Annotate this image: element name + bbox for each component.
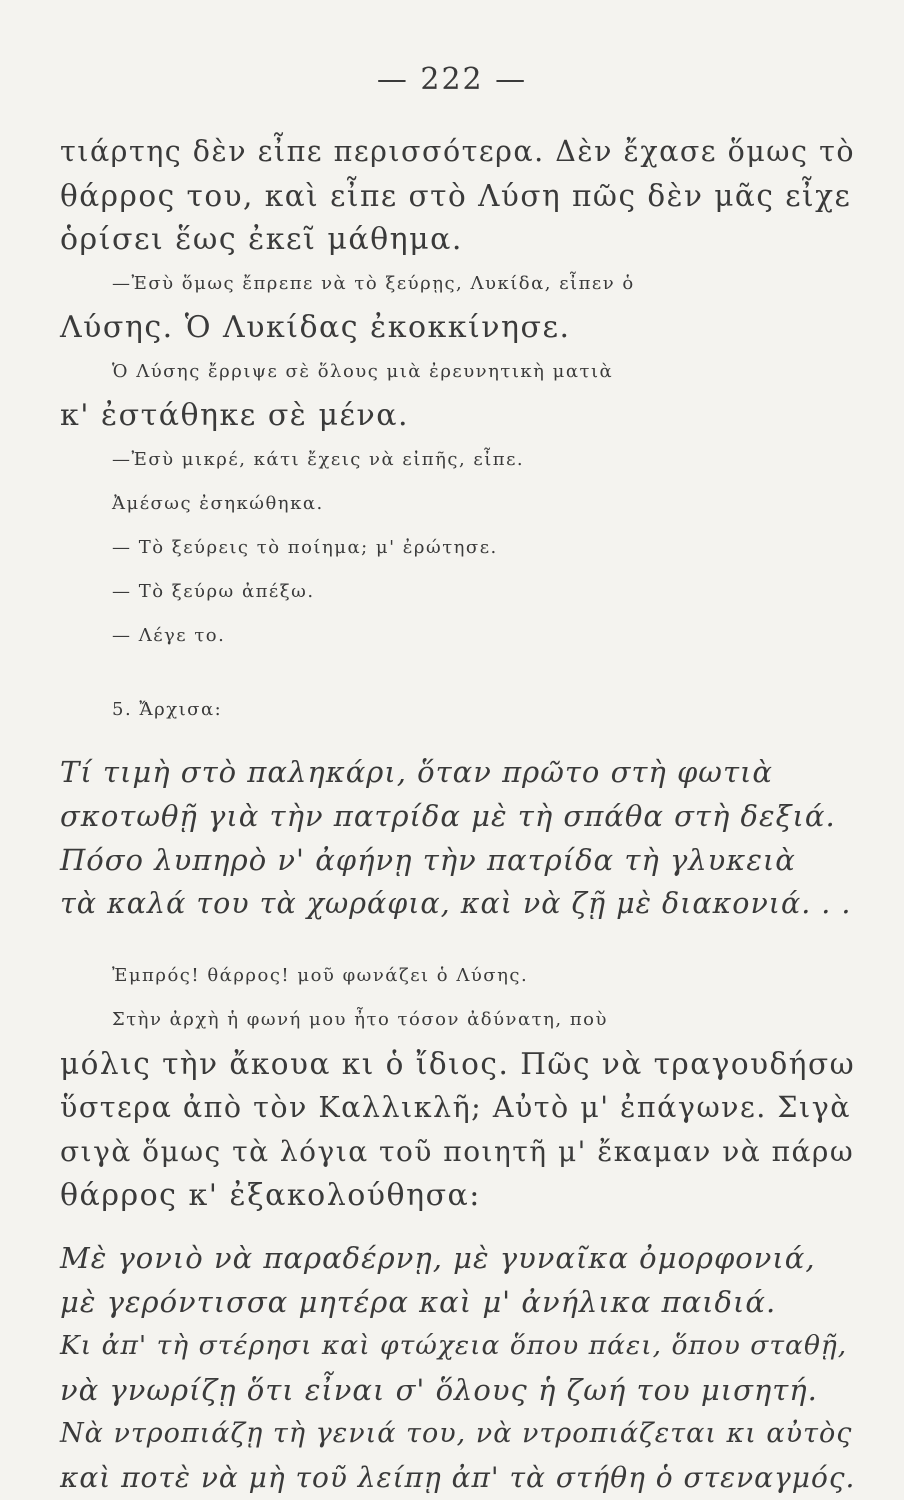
dialogue-line: — Τὸ ξεύρεις τὸ ποίημα; μ' ἐρώτησε. xyxy=(112,537,498,558)
dialogue-line: — Λέγε το. xyxy=(112,625,226,646)
text-line: ὕστερα ἀπὸ τὸν Καλλικλῆ; Αὐτὸ μ' ἐπάγωνε. Σιγὰ xyxy=(60,1091,851,1124)
poem-line: νὰ γνωρίζῃ ὅτι εἶναι σ' ὅλους ἡ ζωή του μισητή. xyxy=(60,1373,818,1407)
text-line: κ' ἐστάθηκε σὲ μένα. xyxy=(60,398,410,433)
dialogue-line: — Τὸ ξεύρω ἀπέξω. xyxy=(112,581,315,602)
text-line: Ἀμέσως ἐσηκώθηκα. xyxy=(112,493,324,514)
text-line: ὁρίσει ἕως ἐκεῖ μάθημα. xyxy=(60,222,463,257)
poem-stanza-1 xyxy=(60,750,860,926)
poem-line: καὶ ποτὲ νὰ μὴ τοῦ λείπῃ ἀπ' τὰ στήθη ὁ στεναγμός. xyxy=(60,1461,856,1494)
text-line: Ἐμπρός! θάρρος! μοῦ φωνάζει ὁ Λύσης. xyxy=(112,965,529,986)
poem-line: Μὲ γονιὸ νὰ παραδέρνῃ, μὲ γυναῖκα ὀμορφονιά, xyxy=(60,1241,816,1275)
text-line: Ὁ Λύσης ἔρριψε σὲ ὅλους μιὰ ἐρευνητικὴ ματιὰ xyxy=(112,361,614,382)
text-line: Στὴν ἀρχὴ ἡ φωνή μου ἦτο τόσον ἀδύνατη, ποὺ xyxy=(112,1009,608,1030)
poem-line: μὲ γερόντισσα μητέρα καὶ μ' ἀνήλικα παιδιά. xyxy=(60,1285,777,1319)
poem-line: Πόσο λυπηρὸ ν' ἀφήνῃ τὴν πατρίδα τὴ γλυκειὰ xyxy=(60,843,796,877)
poem-stanza-2 xyxy=(60,1236,860,1500)
poem-line: Τί τιμὴ στὸ παληκάρι, ὅταν πρῶτο στὴ φωτιὰ xyxy=(60,755,773,789)
text-line: τιάρτης δὲν εἶπε περισσότερα. Δὲν ἔχασε ὅμως τὸ xyxy=(60,135,855,168)
text-line: θάρρος του, καὶ εἶπε στὸ Λύση πῶς δὲν μᾶς εἶχε xyxy=(60,179,852,213)
page-text xyxy=(60,130,860,1500)
section-heading: 5. Ἄρχισα: xyxy=(112,699,223,720)
text-line: Λύσης. Ὁ Λυκίδας ἐκοκκίνησε. xyxy=(60,310,571,345)
poem-line: σκοτωθῇ γιὰ τὴν πατρίδα μὲ τὴ σπάθα στὴ δεξιά. xyxy=(60,799,836,833)
text-line: θάρρος κ' ἐξακολούθησα: xyxy=(60,1178,481,1213)
poem-line: τὰ καλά του τὰ χωράφια, καὶ νὰ ζῇ μὲ διακονιά. . . xyxy=(60,887,852,920)
text-line: σιγὰ ὅμως τὰ λόγια τοῦ ποιητῆ μ' ἔκαμαν νὰ πάρω xyxy=(60,1135,855,1168)
dialogue-line: —Ἐσὺ ὅμως ἔπρεπε νὰ τὸ ξεύρῃς, Λυκίδα, εἶπεν ὁ xyxy=(112,273,635,294)
text-line: μόλις τὴν ἄκουα κι ὁ ἴδιος. Πῶς νὰ τραγουδήσω xyxy=(60,1047,856,1081)
poem-line: Κι ἀπ' τὴ στέρησι καὶ φτώχεια ὅπου πάει, ὅπου σταθῇ, xyxy=(60,1330,848,1361)
poem-line: Νὰ ντροπιάζῃ τὴ γενιά του, νὰ ντροπιάζεται κι αὐτὸς xyxy=(60,1418,853,1449)
dialogue-line: —Ἐσὺ μικρέ, κάτι ἔχεις νὰ εἰπῆς, εἶπε. xyxy=(112,449,525,470)
page-number: — 222 — xyxy=(376,62,528,97)
